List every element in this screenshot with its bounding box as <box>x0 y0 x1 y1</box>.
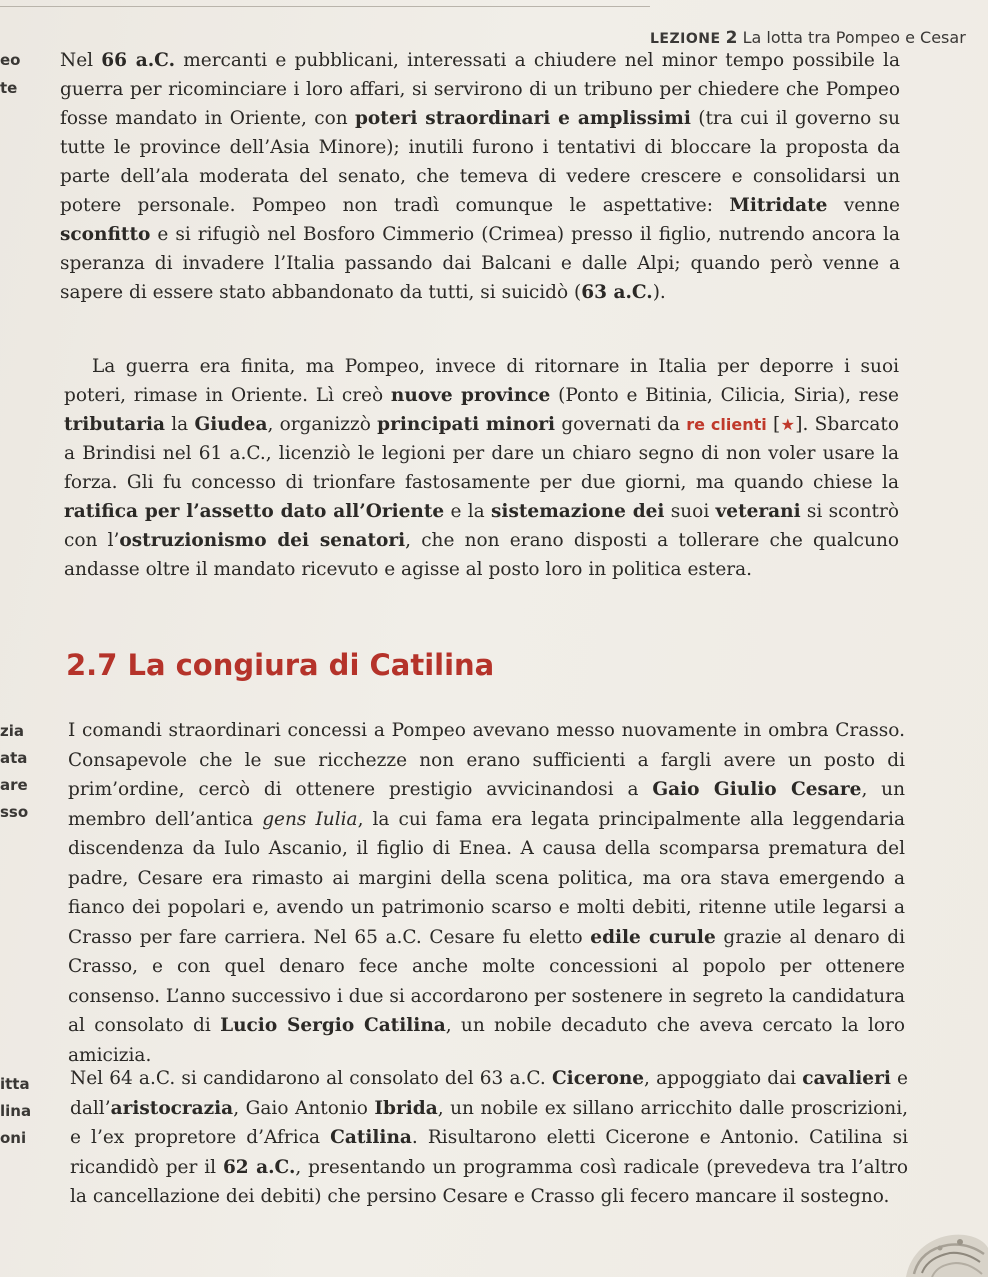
text-run: mercanti e pubblicani, interessati a chiudere nel minor tempo possibile la guerra per ricominciare i loro affari, si servirono di un tribuno per chiedere che Pompeo fosse mandato in Oriente, con <box>60 50 900 129</box>
bold-term: Catilina <box>330 1127 412 1148</box>
text-run: . Risultarono eletti Cicerone e Antonio. Catilina si ricandidò per il <box>70 1127 908 1178</box>
text-run: , la cui fama era legata principalmente alla leggendaria discendenza da Iulo Ascanio, il figlio di Enea. A causa della scomparsa prematura del padre, Cesare era rimasto ai margini della scena politica, ma ora stava emergendo a fianco dei popolari e, avendo un patrimonio scarso e molti debiti, ritenne utile legarsi a Crasso per fare carriera. Nel 65 a.C. Cesare fu eletto <box>68 808 905 948</box>
text-run: e la <box>444 501 492 522</box>
header-lesson-number: 2 <box>725 28 738 48</box>
margin-notes-bottom <box>0 1071 62 1152</box>
text-run: e dall’ <box>70 1068 908 1119</box>
bold-term: poteri straordinari e amplissimi <box>355 108 691 129</box>
bold-term: principati minori <box>377 414 556 435</box>
text-run: , che non erano disposti a tollerare che qualcuno andasse oltre il mandato ricevuto e agisse al posto loro in politica estera. <box>64 530 900 580</box>
margin-note: sso <box>0 803 29 821</box>
paragraph-election-63 <box>70 1064 908 1212</box>
margin-note: lina <box>0 1102 32 1120</box>
paragraph-mithridates <box>60 46 900 307</box>
running-header <box>650 28 988 48</box>
header-title: La lotta tra Pompeo e Cesar <box>742 28 966 47</box>
bold-term: edile curule <box>590 926 716 948</box>
text-run: I comandi straordinari concessi a Pompeo avevano messo nuovamente in ombra Crasso. Consapevole che le sue ricchezze non erano sufficienti a fargli avere un posto di prim’ordine, cercò di ottenere prestigio avvicinandosi a <box>68 720 905 800</box>
text-run: (Ponto e Bitinia, Cilicia, Siria), rese <box>550 385 899 406</box>
text-run: , un nobile decaduto che aveva cercato la loro amicizia. <box>68 1015 905 1066</box>
text-run: la <box>165 414 195 435</box>
bold-term: Ibrida <box>374 1097 438 1119</box>
text-run: governati da <box>555 414 687 435</box>
bold-term: cavalieri <box>802 1068 891 1089</box>
text-run: , un membro dell’antica <box>68 779 906 830</box>
marble-bust-image <box>900 1218 988 1277</box>
margin-note: are <box>0 776 28 794</box>
italic-term: gens Iulia <box>262 808 358 830</box>
margin-note: itta <box>0 1075 30 1093</box>
paragraph-crassus-caesar <box>68 716 905 1070</box>
margin-notes-top <box>0 46 62 102</box>
text-run: , appoggiato dai <box>644 1068 803 1089</box>
header-lezione: LEZIONE <box>650 31 721 47</box>
text-run: si scontrò con l’ <box>64 501 899 551</box>
bold-term: sistemazione dei <box>491 501 665 522</box>
margin-notes-section <box>0 718 62 826</box>
text-run: ). <box>652 282 666 303</box>
paragraph-pompey-east <box>64 352 899 584</box>
bold-term: 63 a.C. <box>581 282 653 303</box>
text-run: grazie al denaro di Crasso, e con quel denaro fece anche molte concessioni al popolo per ottenere consenso. L’anno successivo i due si accordarono per sostenere in segreto la candidatura al consolato di <box>68 926 905 1036</box>
bold-term: tributaria <box>64 414 166 435</box>
bold-term: Lucio Sergio Catilina <box>220 1015 446 1036</box>
text-run: , un nobile ex sillano arricchito dalle proscrizioni, e l’ex propretore d’Africa <box>70 1097 908 1148</box>
bold-term: 62 a.C. <box>222 1156 296 1178</box>
margin-note: te <box>0 79 18 97</box>
margin-note: ata <box>0 749 28 767</box>
text-run: , Gaio Antonio <box>233 1097 375 1119</box>
bold-term: nuove province <box>390 385 551 406</box>
text-run: (tra cui il governo su tutte le province dell’Asia Minore); inutili furono i tentativi di bloccare la proposta da parte dell’ala moderata del senato, che temeva di vedere crescere e consolidarsi un potere personale. Pompeo non tradì comunque le aspettative: <box>60 108 900 216</box>
bold-term: aristocrazia <box>110 1097 234 1119</box>
text-run: [ <box>766 414 781 435</box>
text-run: , organizzò <box>267 414 378 435</box>
bold-term: Giudea <box>194 414 268 435</box>
glossary-term: ★ <box>780 415 796 434</box>
text-run: ]. Sbarcato a Brindisi nel 61 a.C., licenziò le legioni per dare un chiaro segno di non voler usare la forza. Gli fu concesso di trionfare fastosamente per due giorni, ma quando chiese la <box>64 414 899 493</box>
margin-note: eo <box>0 51 21 69</box>
text-run: Nel <box>60 50 102 71</box>
text-run: Nel 64 a.C. si candidarono al consolato del 63 a.C. <box>70 1068 552 1089</box>
bold-term: Cicerone <box>551 1068 645 1089</box>
bold-term: sconfitto <box>60 224 151 245</box>
bold-term: veterani <box>715 501 801 522</box>
margin-note: oni <box>0 1129 27 1147</box>
top-divider-line <box>0 6 650 7</box>
text-run: e si rifugiò nel Bosforo Cimmerio (Crimea) presso il figlio, nutrendo ancora la speranza di invadere l’Italia passando dai Balcani e dalle Alpi; quando però venne a sapere di essere stato abbandonato da tutti, si suicidò ( <box>60 224 900 303</box>
text-run: venne <box>827 195 901 216</box>
text-run: , presentando un programma così radicale (prevedeva tra l’altro la cancellazione dei debiti) che persino Cesare e Crasso gli fecero mancare il sostegno. <box>70 1156 908 1207</box>
text-run: suoi <box>664 501 716 522</box>
section-title: 2.7 La congiura di Catilina <box>66 648 495 682</box>
glossary-term: re clienti <box>686 415 767 434</box>
bold-term: Gaio Giulio Cesare <box>652 779 862 800</box>
text-run: La guerra era finita, ma Pompeo, invece di ritornare in Italia per deporre i suoi poteri, rimase in Oriente. Lì creò <box>64 356 899 406</box>
bold-term: ratifica per l’assetto dato all’Oriente <box>64 501 445 522</box>
bold-term: 66 a.C. <box>101 50 176 71</box>
margin-note: zia <box>0 722 24 740</box>
bold-term: ostruzionismo dei senatori <box>119 530 406 551</box>
bold-term: Mitridate <box>729 195 828 216</box>
